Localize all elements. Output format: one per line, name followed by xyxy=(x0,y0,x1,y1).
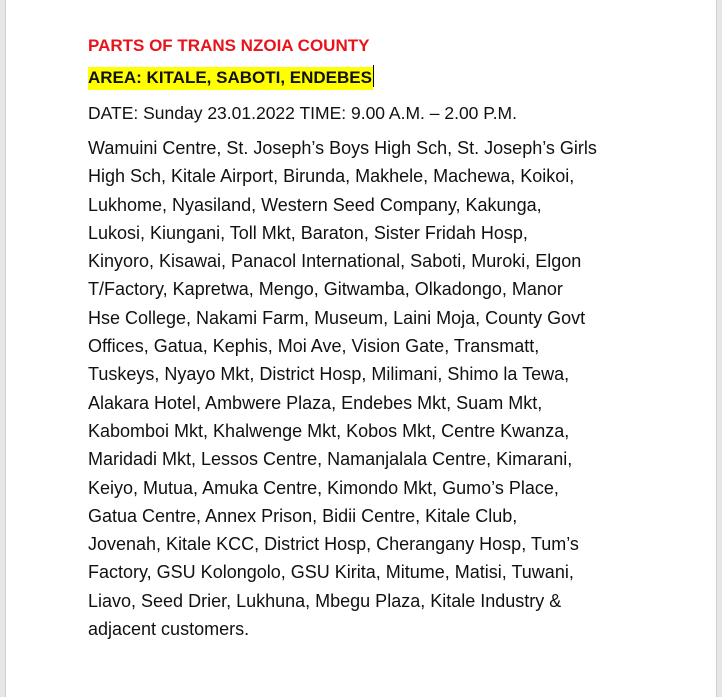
document-title: PARTS OF TRANS NZOIA COUNTY xyxy=(88,36,370,55)
paragraph-line: Wamuini Centre, St. Joseph’s Boys High Sch, St. Joseph’s Girls xyxy=(88,138,597,158)
paragraph-line: Kinyoro, Kisawai, Panacol International, Saboti, Muroki, Elgon xyxy=(88,251,582,272)
paragraph-line: High Sch, Kitale Airport, Birunda, Makhele, Machewa, Koikoi, xyxy=(88,166,575,187)
paragraph-line: Tuskeys, Nyayo Mkt, District Hosp, Milimani, Shimo la Tewa, xyxy=(88,364,570,385)
paragraph-line: Jovenah, Kitale KCC, District Hosp, Cherangany Hosp, Tum’s xyxy=(88,534,579,555)
paragraph-line: Gatua Centre, Annex Prison, Bidii Centre, Kitale Club, xyxy=(88,505,518,526)
paragraph-line: Maridadi Mkt, Lessos Centre, Namanjalala Centre, Kimarani, xyxy=(88,449,573,470)
paragraph-line: Kabomboi Mkt, Khalwenge Mkt, Kobos Mkt, Centre Kwanza, xyxy=(88,420,570,441)
paragraph-line: Factory, GSU Kolongolo, GSU Kirita, Mitume, Matisi, Tuwani, xyxy=(88,562,574,583)
page-right-margin xyxy=(716,0,722,697)
paragraph-line: Liavo, Seed Drier, Lukhuna, Mbegu Plaza, Kitale Industry & xyxy=(88,590,562,611)
page-left-margin xyxy=(0,0,6,697)
area-highlight: AREA: KITALE, SABOTI, ENDEBES xyxy=(88,67,373,90)
paragraph-line: Alakara Hotel, Ambwere Plaza, Endebes Mkt, Suam Mkt, xyxy=(88,392,543,413)
locations-paragraph xyxy=(88,134,648,643)
paragraph-line: Keiyo, Mutua, Amuka Centre, Kimondo Mkt, Gumo’s Place, xyxy=(88,477,559,498)
document-content[interactable] xyxy=(88,33,648,643)
paragraph-line: Offices, Gatua, Kephis, Moi Ave, Vision Gate, Transmatt, xyxy=(88,336,540,357)
paragraph-line: Lukosi, Kiungani, Toll Mkt, Baraton, Sister Fridah Hosp, xyxy=(88,222,528,243)
date-time-line: DATE: Sunday 23.01.2022 TIME: 9.00 A.M. – 2.00 P.M. xyxy=(88,103,517,123)
paragraph-line: T/Factory, Kapretwa, Mengo, Gitwamba, Olkadongo, Manor xyxy=(88,279,563,300)
paragraph-line: adjacent customers. xyxy=(88,619,250,640)
area-line xyxy=(88,64,648,92)
text-cursor xyxy=(373,65,374,87)
paragraph-line: Hse College, Nakami Farm, Museum, Laini Moja, County Govt xyxy=(88,307,586,328)
paragraph-line: Lukhome, Nyasiland, Western Seed Company, Kakunga, xyxy=(88,194,542,215)
